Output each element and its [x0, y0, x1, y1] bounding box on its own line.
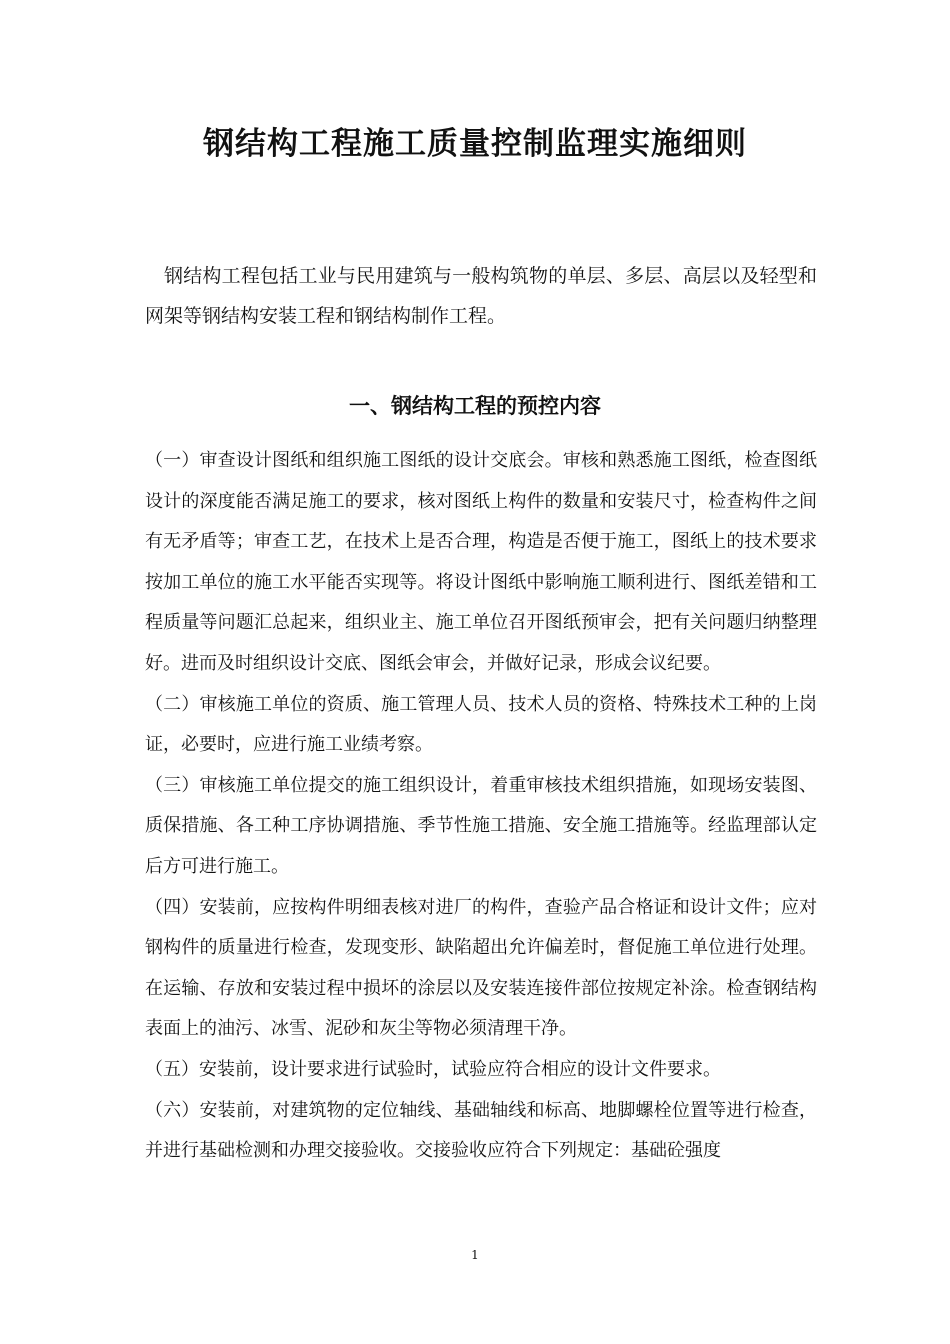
control-items-list	[145, 441, 817, 1172]
control-item-3: （三）审核施工单位提交的施工组织设计，着重审核技术组织措施，如现场安装图、质保措施、各工种工序协调措施、季节性施工措施、安全施工措施等。经监理部认定后方可进行施工。	[145, 774, 817, 877]
intro-paragraph: 钢结构工程包括工业与民用建筑与一般构筑物的单层、多层、高层以及轻型和网架等钢结构安装工程和钢结构制作工程。	[145, 265, 817, 327]
control-item-6: （六）安装前，对建筑物的定位轴线、基础轴线和标高、地脚螺栓位置等进行检查，并进行基础检测和办理交接验收。交接验收应符合下列规定：基础砼强度	[145, 1099, 817, 1162]
control-item-4: （四）安装前，应按构件明细表核对进厂的构件，查验产品合格证和设计文件；应对钢构件的质量进行检查，发现变形、缺陷超出允许偏差时，督促施工单位进行处理。在运输、存放和安装过程中损坏的涂层以及安装连接件部位按规定补涂。检查钢结构表面上的油污、冰雪、泥砂和灰尘等物必须清理干净。	[145, 896, 817, 1040]
section-heading: 一、钢结构工程的预控内容	[349, 394, 601, 418]
control-item-5: （五）安装前，设计要求进行试验时，试验应符合相应的设计文件要求。	[145, 1058, 721, 1080]
control-item-2: （二）审核施工单位的资质、施工管理人员、技术人员的资格、特殊技术工种的上岗证，必要时，应进行施工业绩考察。	[145, 693, 817, 756]
control-item-1: （一）审查设计图纸和组织施工图纸的设计交底会。审核和熟悉施工图纸，检查图纸设计的深度能否满足施工的要求，核对图纸上构件的数量和安装尺寸，检查构件之间有无矛盾等；审查工艺，在技术上是否合理，构造是否便于施工，图纸上的技术要求按加工单位的施工水平能否实现等。将设计图纸中影响施工顺利进行、图纸差错和工程质量等问题汇总起来，组织业主、施工单位召开图纸预审会，把有关问题归纳整理好。进而及时组织设计交底、图纸会审会，并做好记录，形成会议纪要。	[145, 450, 817, 674]
page-number: 1	[471, 1248, 479, 1262]
document-title: 钢结构工程施工质量控制监理实施细则	[203, 126, 747, 162]
